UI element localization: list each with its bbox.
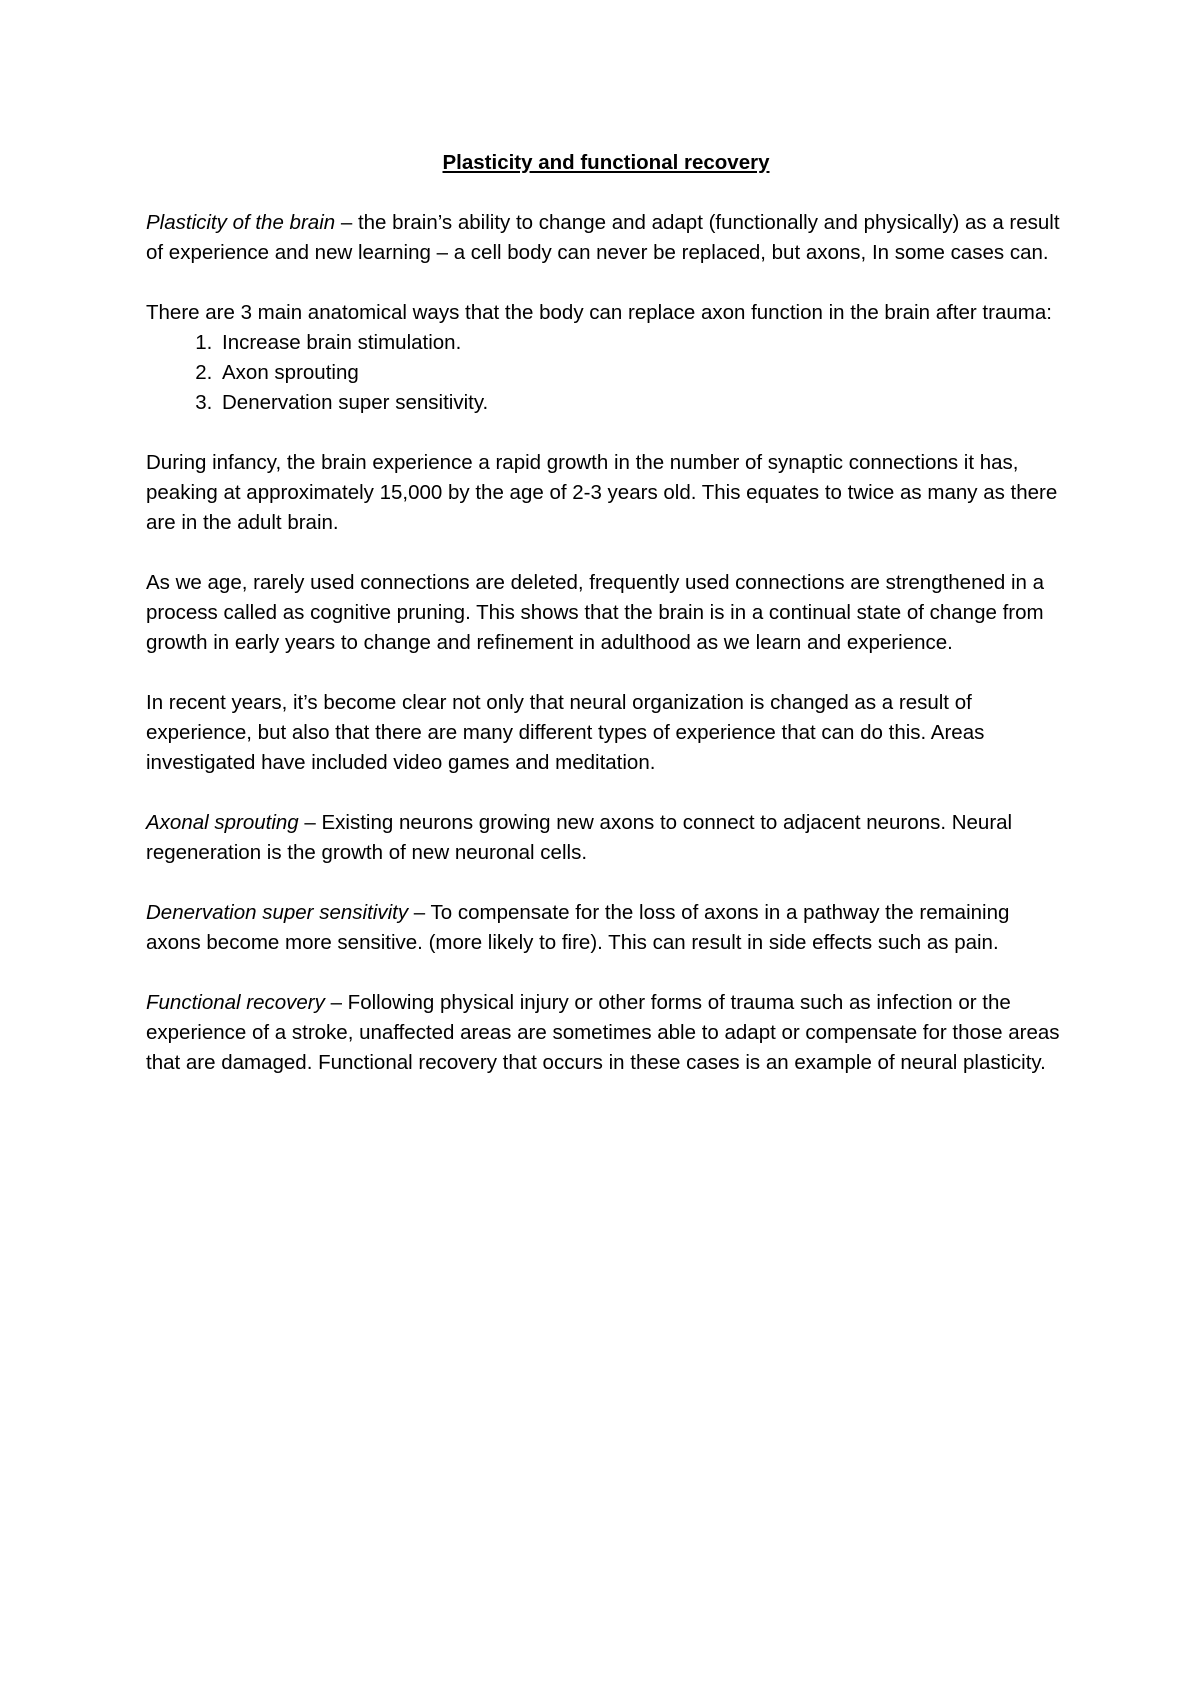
- term-plasticity: Plasticity of the brain: [146, 211, 336, 234]
- definition-axonal-sprouting: – Existing neurons growing new axons to connect to adjacent neurons. Neural regeneration is the growth of new neuronal cells.: [146, 811, 1013, 864]
- paragraph-axonal-sprouting: [146, 808, 1066, 868]
- definition-plasticity: – the brain’s ability to change and adapt (functionally and physically) as a result of experience and new learning – a cell body can never be replaced, but axons, In some cases can.: [146, 211, 1060, 264]
- paragraph-infancy: During infancy, the brain experience a rapid growth in the number of synaptic connections it has, peaking at approximately 15,000 by the age of 2-3 years old. This equates to twice as many as there are in the adult brain.: [146, 451, 1058, 534]
- paragraph-ways-intro: There are 3 main anatomical ways that the body can replace axon function in the brain after trauma:: [146, 301, 1052, 324]
- ways-list: [146, 328, 1066, 418]
- document-body: [146, 148, 1066, 1108]
- definition-functional-recovery: – Following physical injury or other forms of trauma such as infection or the experience of a stroke, unaffected areas are sometimes able to adapt or compensate for those areas that are damaged. Functional recovery that occurs in these cases is an example of neural plasticity.: [146, 991, 1060, 1074]
- term-denervation: Denervation super sensitivity: [146, 901, 409, 924]
- page-title: Plasticity and functional recovery: [442, 151, 770, 174]
- paragraph-plasticity: [146, 208, 1066, 268]
- term-axonal-sprouting: Axonal sprouting: [146, 811, 299, 834]
- list-item: 2. Axon sprouting: [218, 358, 1066, 388]
- paragraph-denervation: [146, 898, 1066, 958]
- paragraph-recent-years: In recent years, it’s become clear not only that neural organization is changed as a result of experience, but also that there are many different types of experience that can do this. Areas investigated have included video games and meditation.: [146, 691, 985, 774]
- definition-denervation: – To compensate for the loss of axons in a pathway the remaining axons become more sensitive. (more likely to fire). This can result in side effects such as pain.: [146, 901, 1010, 954]
- term-functional-recovery: Functional recovery: [146, 991, 325, 1014]
- paragraph-age: As we age, rarely used connections are deleted, frequently used connections are strengthened in a process called as cognitive pruning. This shows that the brain is in a continual state of change from growth in early years to change and refinement in adulthood as we learn and experience.: [146, 571, 1045, 654]
- list-item: 3. Denervation super sensitivity.: [218, 388, 1066, 418]
- paragraph-functional-recovery: [146, 988, 1066, 1078]
- list-item: 1. Increase brain stimulation.: [218, 328, 1066, 358]
